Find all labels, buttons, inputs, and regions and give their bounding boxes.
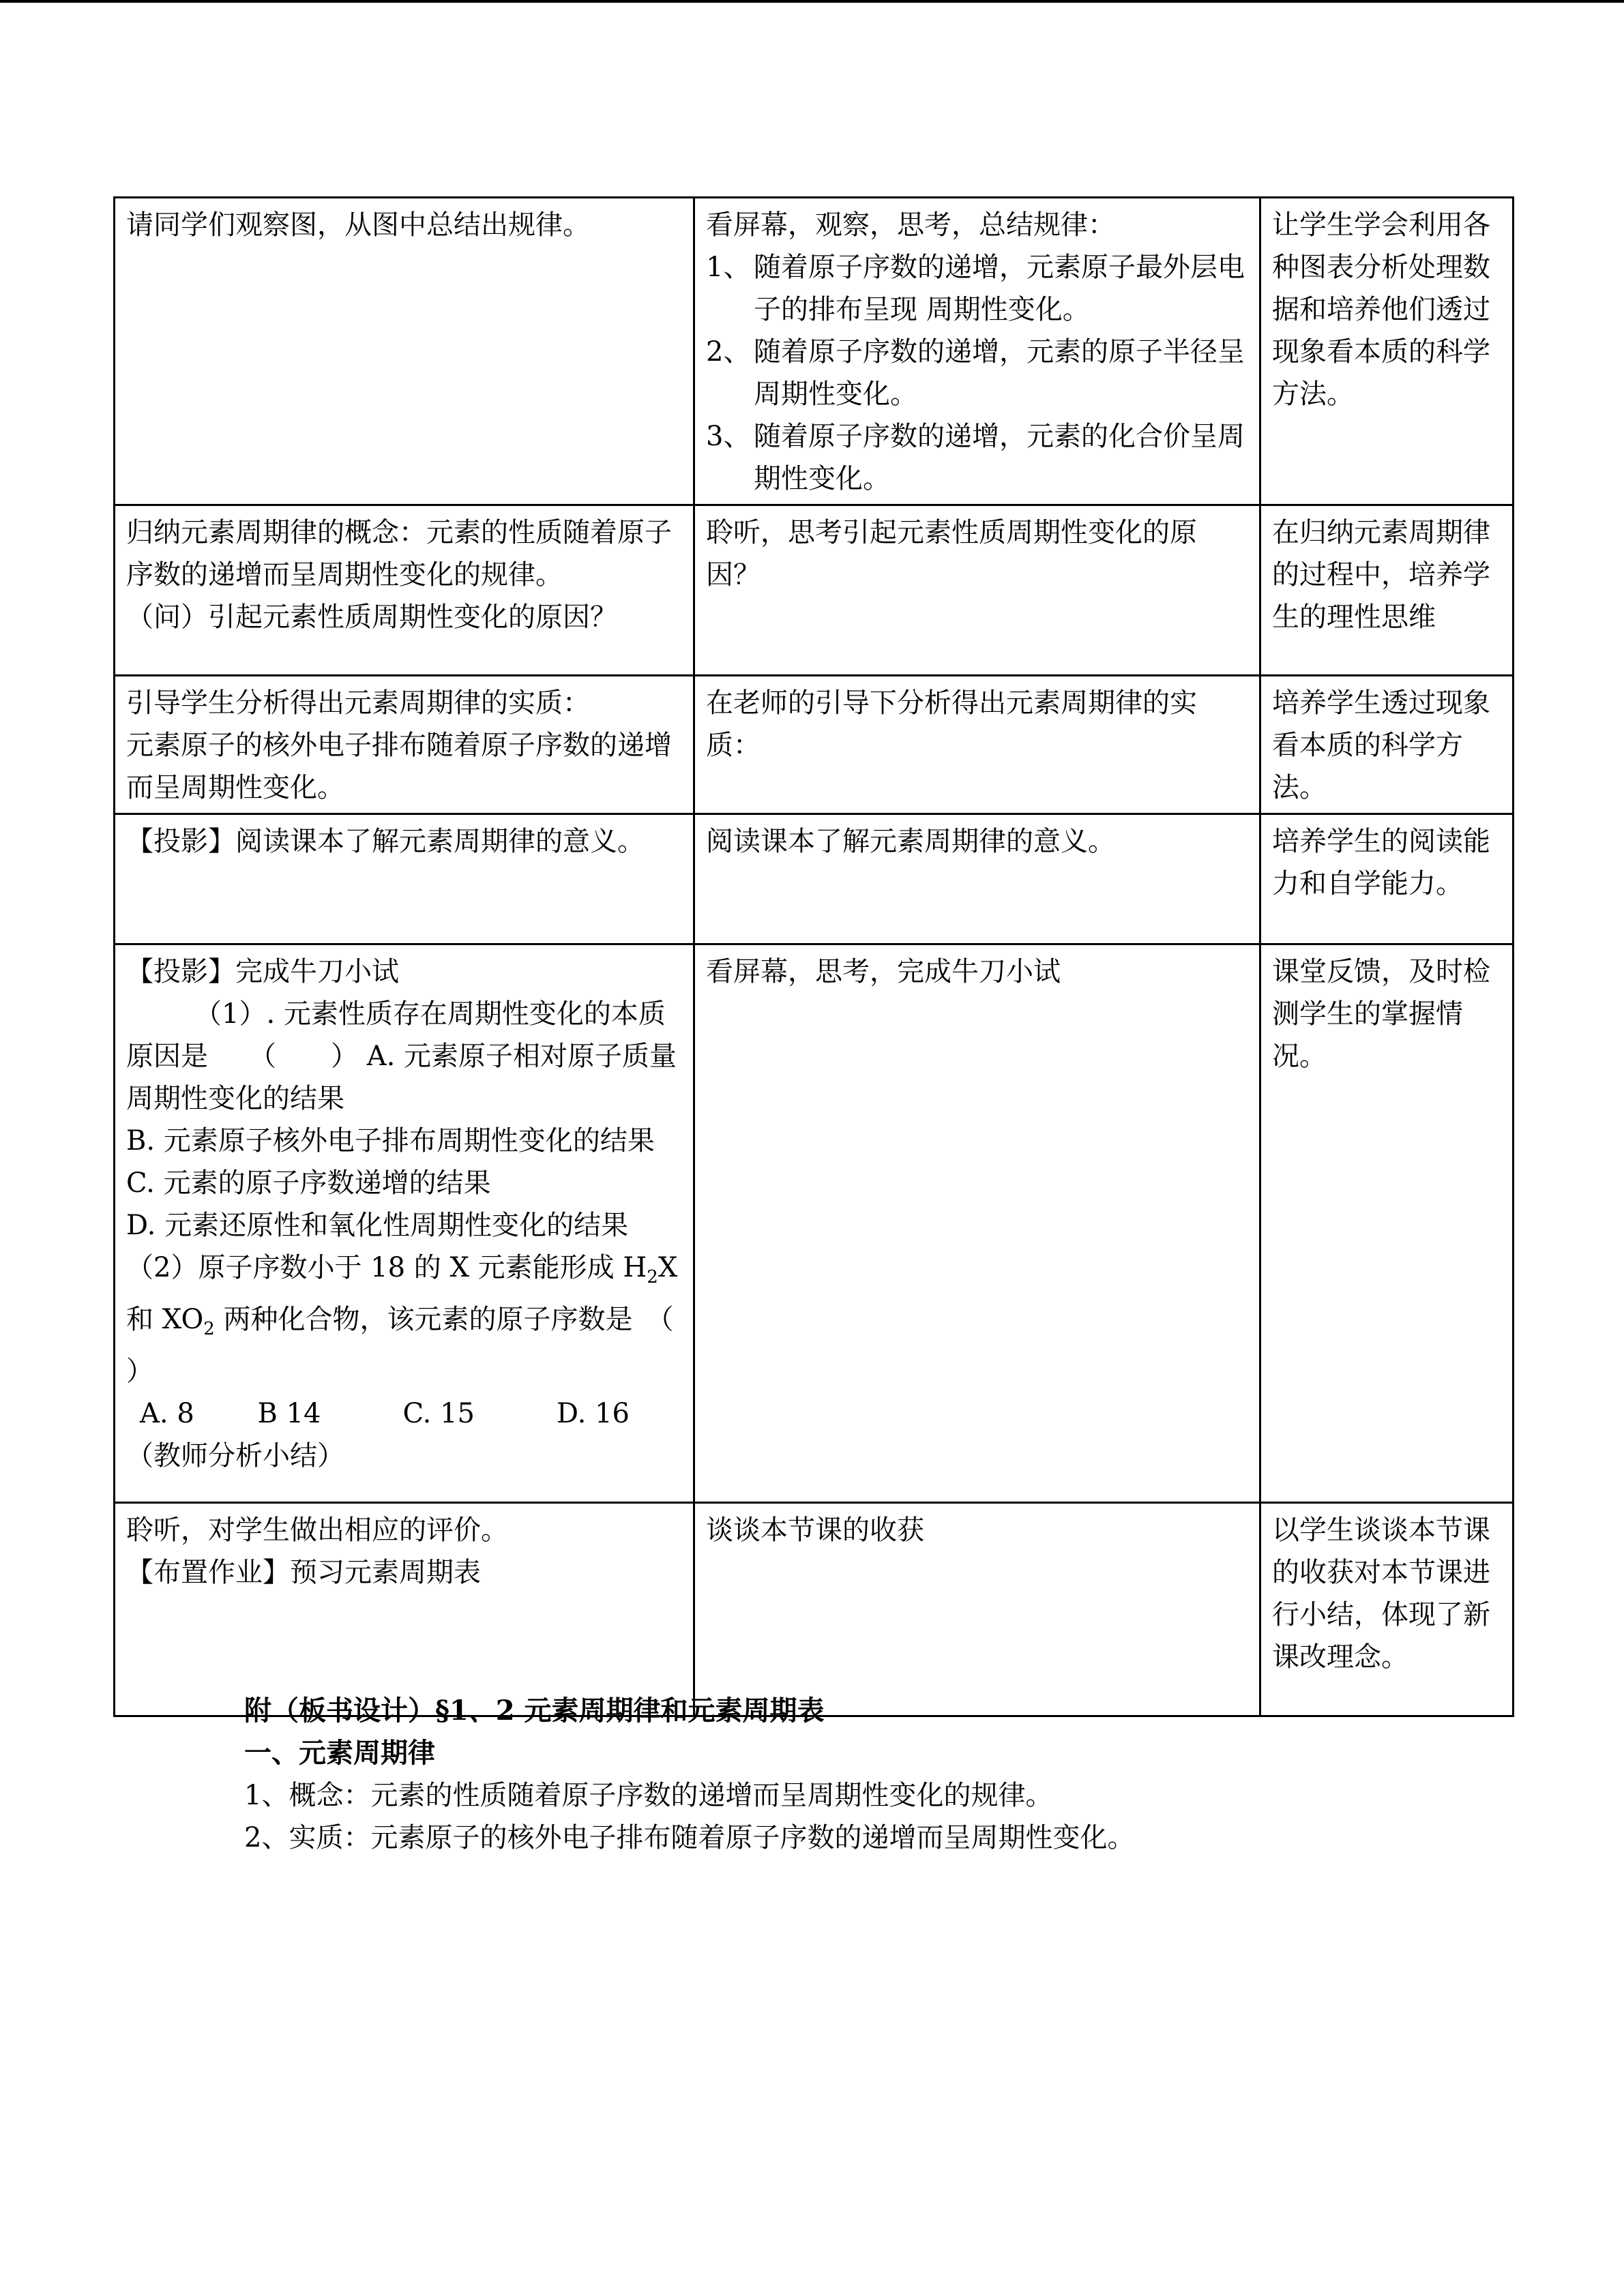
board-design-item: 1、概念：元素的性质随着原子序数的递增而呈周期性变化的规律。 [244,1780,1053,1811]
design-intent-cell [1260,1503,1514,1716]
quiz-q2 [126,1247,728,1392]
subscript-2: 2 [647,1267,658,1287]
quiz-q1-option-b: B. 元素原子核外电子排布周期性变化的结果 [126,1125,655,1157]
quiz-q1-option-d: D. 元素还原性和氧化性周期性变化的结果 [126,1210,629,1241]
teacher-text: （问）引起元素性质周期性变化的原因？ [126,601,617,633]
teacher-text: 聆听，对学生做出相应的评价。 [126,1515,508,1546]
intent-text: 课堂反馈，及时检测学生的掌握情况。 [1272,956,1490,1072]
table-row [115,505,1514,676]
teacher-activity-cell [115,676,694,814]
student-text: 谈谈本节课的收获 [706,1515,924,1546]
student-activity-cell [694,198,1260,505]
table-row [115,198,1514,505]
board-design-title: 附（板书设计）§1、2 元素周期律和元素周期表 [244,1695,825,1727]
teacher-text: 【投影】阅读课本了解元素周期律的意义。 [126,826,645,857]
intent-text: 培养学生的阅读能力和自学能力。 [1272,826,1490,899]
board-design-item: 2、实质：元素原子的核外电子排布随着原子序数的递增而呈周期性变化。 [244,1822,1135,1853]
teacher-text: 【布置作业】预习元素周期表 [126,1557,481,1588]
list-item-number: 1、 [706,252,751,283]
list-item-number: 2、 [706,336,751,368]
table-row [115,944,1514,1503]
design-intent-cell [1260,505,1514,676]
student-text: 阅读课本了解元素周期律的意义。 [706,826,1115,857]
table-row [115,814,1514,944]
list-item [706,246,1248,331]
design-intent-cell [1260,814,1514,944]
quiz-q2-options: A. 8 B 14 C. 15 D. 16 [140,1398,630,1429]
student-activity-cell [694,1503,1260,1716]
list-item-text: 随着原子序数的递增，元素原子最外层电子的排布呈现 周期性变化。 [754,252,1245,325]
lesson-plan-table [113,196,1514,1717]
intent-text: 在归纳元素周期律的过程中，培养学生的理性思维 [1272,517,1490,633]
subscript-2: 2 [203,1319,215,1339]
teacher-text: 引导学生分析得出元素周期律的实质： [126,687,590,719]
quiz-q1-option-a: A. 元素原子相对原子质量周期性变化的结果 [126,1041,677,1114]
intent-text: 培养学生透过现象看本质的科学方法。 [1272,687,1490,803]
quiz-q1-stem: （1）. 元素性质存在周期性变化的本质原因是 （ ） [126,998,666,1072]
quiz-title: 【投影】完成牛刀小试 [126,956,399,987]
list-item-text: 随着原子序数的递增，元素的原子半径呈周期性变化。 [754,336,1245,410]
student-activity-cell [694,944,1260,1503]
teacher-summary: （教师分析小结） [126,1440,344,1472]
teacher-activity-cell [115,198,694,505]
teacher-activity-cell [115,944,728,1503]
teacher-text: 元素原子的核外电子排布随着原子序数的递增而呈周期性变化。 [126,730,672,803]
student-text: 看屏幕，观察，思考，总结规律： [706,209,1115,241]
teacher-activity-cell [115,814,694,944]
page-top-border [0,0,1624,3]
student-activity-cell [694,814,1260,944]
board-design [244,1690,1506,1859]
teacher-activity-cell [115,1503,694,1716]
design-intent-cell [1260,676,1514,814]
table-row [115,676,1514,814]
list-item [706,415,1248,500]
design-intent-cell [1260,944,1514,1503]
quiz-q2-text-2: X 和 XO [126,1252,678,1335]
list-item-text: 随着原子序数的递增，元素的化合价呈周期性变化。 [754,421,1245,494]
student-text: 在老师的引导下分析得出元素周期律的实质： [706,687,1197,761]
table-row [115,1503,1514,1716]
design-intent-cell [1260,198,1514,505]
intent-text: 让学生学会利用各种图表分析处理数据和培养他们透过现象看本质的科学方法。 [1272,209,1490,410]
teacher-text: 归纳元素周期律的概念：元素的性质随着原子序数的递增而呈周期性变化的规律。 [126,517,672,591]
board-design-section: 一、元素周期律 [244,1737,435,1769]
list-item-number: 3、 [706,421,751,452]
student-activity-cell [694,676,1260,814]
teacher-activity-cell [115,505,694,676]
intent-text: 以学生谈谈本节课的收获对本节课进行小结，体现了新课改理念。 [1272,1515,1490,1673]
quiz-q2-text-3: 两种化合物，该元素的原子序数是 （ ） [126,1304,728,1387]
quiz-q1-option-c: C. 元素的原子序数递增的结果 [126,1167,491,1199]
quiz-q2-text-1: （2）原子序数小于 18 的 X 元素能形成 H [126,1252,647,1283]
list-item [706,331,1248,415]
student-activity-cell [694,505,1260,676]
student-text: 聆听，思考引起元素性质周期性变化的原因？ [706,517,1197,591]
teacher-text: 请同学们观察图，从图中总结出规律。 [126,209,590,241]
student-text: 看屏幕，思考，完成牛刀小试 [706,956,1061,987]
